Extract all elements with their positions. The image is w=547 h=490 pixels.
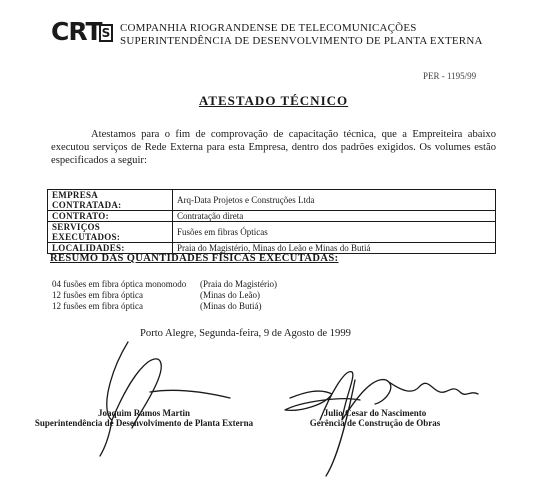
date-line: Porto Alegre, Segunda-feira, 9 de Agosto de 1999: [140, 328, 351, 339]
row-value: Contratação direta: [173, 211, 496, 222]
company-name: COMPANHIA RIOGRANDENSE DE TELECOMUNICAÇÕES: [120, 22, 417, 34]
quantity-location: (Praia do Magistério): [200, 279, 277, 289]
signer-block-right: [270, 408, 480, 428]
summary-title: RESUMO DAS QUANTIDADES FÍSICAS EXECUTADAS:: [50, 253, 339, 264]
row-value: Arq-Data Projetos e Construções Ltda: [173, 190, 496, 211]
quantity-desc: 12 fusões em fibra óptica: [52, 301, 143, 311]
document-reference: PER - 1195/99: [423, 71, 477, 81]
logo-badge: S: [99, 24, 113, 42]
row-value: Fusões em fibras Ópticas: [173, 222, 496, 243]
signer-name: Julio Cesar do Nascimento: [323, 408, 427, 418]
row-label: EMPRESA CONTRATADA:: [48, 190, 173, 211]
quantity-desc: 12 fusões em fibra óptica: [52, 290, 143, 300]
signer-role: Gerência de Construção de Obras: [309, 418, 441, 428]
quantity-location: (Minas do Butiá): [200, 301, 262, 311]
quantity-desc: 04 fusões em fibra óptica monomodo: [52, 279, 187, 289]
intro-paragraph: Atestamos para o fim de comprovação de capacitação técnica, que a Empreiteira abaixo executou serviços de Rede Externa para esta Empresa, dentro dos padrões exigidos. Os volumes estão especificados a seguir:: [51, 129, 496, 166]
document-title-text: ATESTADO TÉCNICO: [198, 93, 349, 108]
signer-block-left: [24, 408, 264, 428]
signer-name: Joaquim Ramos Martin: [98, 408, 190, 418]
department-name: SUPERINTENDÊNCIA DE DESENVOLVIMENTO DE PLANTA EXTERNA: [120, 35, 483, 47]
quantity-location: (Minas do Leão): [200, 290, 260, 300]
row-label: CONTRATO:: [48, 211, 173, 222]
row-label: LOCALIDADES:: [48, 243, 173, 254]
row-value: Praia do Magistério, Minas do Leão e Minas do Butiá: [173, 243, 496, 254]
signer-role: Superintendência de Desenvolvimento de Planta Externa: [34, 418, 254, 428]
logo-wordmark: CRT: [51, 17, 102, 46]
left-signature-stroke: [100, 342, 230, 456]
row-label: SERVIÇOS EXECUTADOS:: [48, 222, 173, 243]
